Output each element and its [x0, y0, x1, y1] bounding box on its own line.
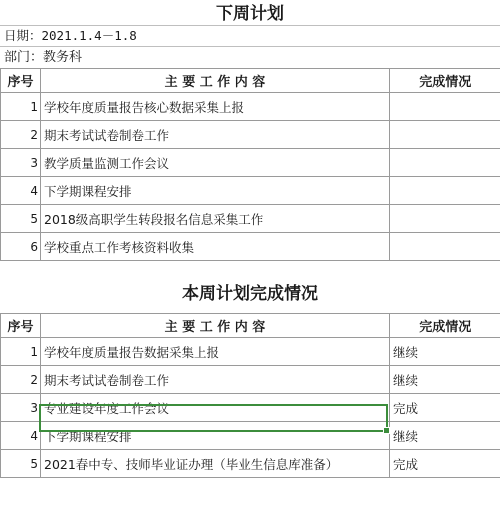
row-number[interactable]: 5	[1, 205, 41, 233]
table-row	[1, 121, 500, 149]
table-row	[1, 233, 500, 261]
table-row	[1, 177, 500, 205]
row-number[interactable]: 1	[1, 338, 41, 366]
row-content-selected[interactable]: 专业建设年度工作会议	[41, 394, 390, 422]
table-row	[1, 93, 500, 121]
row-content[interactable]: 下学期课程安排	[41, 422, 390, 450]
row-number[interactable]: 1	[1, 93, 41, 121]
row-status[interactable]	[390, 93, 500, 121]
row-status[interactable]	[390, 177, 500, 205]
row-content[interactable]: 下学期课程安排	[41, 177, 390, 205]
row-content[interactable]: 学校年度质量报告数据采集上报	[41, 338, 390, 366]
row-status[interactable]: 继续	[390, 422, 500, 450]
row-status[interactable]: 完成	[390, 450, 500, 478]
row-content[interactable]: 2021春中专、技师毕业证办理（毕业生信息库准备）	[41, 450, 390, 478]
row-content[interactable]: 期末考试试卷制卷工作	[41, 366, 390, 394]
row-number[interactable]: 6	[1, 233, 41, 261]
row-status[interactable]	[390, 205, 500, 233]
header-content[interactable]: 主 要 工 作 内 容	[41, 314, 390, 338]
table-row	[1, 338, 500, 366]
table-row	[1, 205, 500, 233]
next-week-title[interactable]: 下周计划	[216, 4, 284, 24]
table-header-row	[1, 314, 500, 338]
header-status[interactable]: 完成情况	[390, 69, 500, 93]
date-line[interactable]: 日期：2021.1.4－1.8	[4, 28, 137, 43]
row-status[interactable]: 完成	[390, 394, 500, 422]
header-number[interactable]: 序号	[1, 69, 41, 93]
row-number[interactable]: 3	[1, 394, 41, 422]
row-content[interactable]: 学校年度质量报告核心数据采集上报	[41, 93, 390, 121]
table-row	[1, 394, 500, 422]
row-status[interactable]	[390, 233, 500, 261]
row-number[interactable]: 2	[1, 121, 41, 149]
table-row	[1, 422, 500, 450]
table-row	[1, 450, 500, 478]
table-row	[1, 149, 500, 177]
header-status[interactable]: 完成情况	[390, 314, 500, 338]
row-status[interactable]	[390, 149, 500, 177]
row-content[interactable]: 学校重点工作考核资料收集	[41, 233, 390, 261]
header-content[interactable]: 主 要 工 作 内 容	[41, 69, 390, 93]
header-number[interactable]: 序号	[1, 314, 41, 338]
next-week-table	[0, 68, 500, 261]
row-content[interactable]: 教学质量监测工作会议	[41, 149, 390, 177]
table-header-row	[1, 69, 500, 93]
table-row	[1, 366, 500, 394]
row-number[interactable]: 5	[1, 450, 41, 478]
row-status[interactable]	[390, 121, 500, 149]
row-status[interactable]: 继续	[390, 338, 500, 366]
row-number[interactable]: 3	[1, 149, 41, 177]
row-number[interactable]: 2	[1, 366, 41, 394]
this-week-title[interactable]: 本周计划完成情况	[182, 284, 318, 304]
row-number[interactable]: 4	[1, 422, 41, 450]
this-week-table	[0, 313, 500, 478]
department-line[interactable]: 部门：教务科	[4, 50, 83, 65]
row-content[interactable]: 期末考试试卷制卷工作	[41, 121, 390, 149]
row-number[interactable]: 4	[1, 177, 41, 205]
row-status[interactable]: 继续	[390, 366, 500, 394]
row-content[interactable]: 2018级高职学生转段报名信息采集工作	[41, 205, 390, 233]
